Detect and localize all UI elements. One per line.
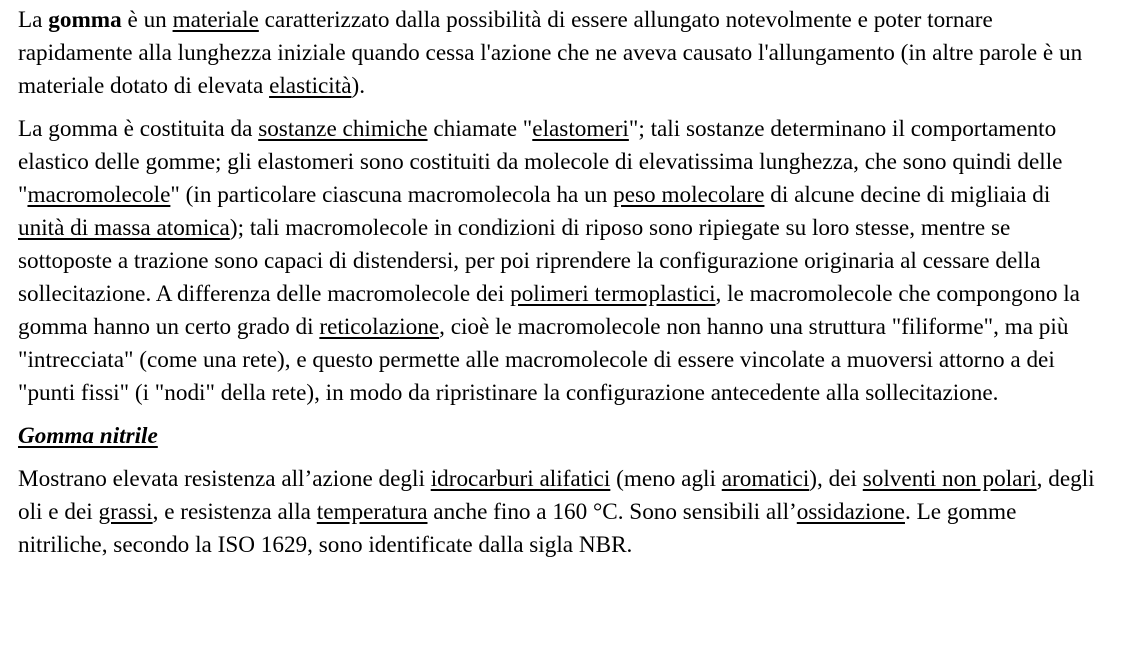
- link-peso-molecolare[interactable]: peso molecolare: [613, 182, 765, 208]
- section-heading-gomma-nitrile: Gomma nitrile: [18, 423, 158, 449]
- link-idrocarburi-alifatici[interactable]: idrocarburi alifatici: [430, 466, 611, 492]
- link-solventi-non-polari[interactable]: solventi non polari: [862, 466, 1037, 492]
- text-run: " (in particolare ciascuna macromolecola ha un: [170, 182, 614, 208]
- link-macromolecole[interactable]: macromolecole: [27, 182, 171, 208]
- link-sostanze-chimiche[interactable]: sostanze chimiche: [258, 116, 428, 142]
- link-materiale[interactable]: materiale: [172, 7, 259, 33]
- text-run: di alcune decine di migliaia di: [764, 182, 1051, 208]
- link-unita-massa-atomica[interactable]: unità di massa atomica: [18, 215, 230, 241]
- text-run: La gomma è costituita da: [18, 116, 259, 142]
- link-aromatici[interactable]: aromatici: [721, 466, 810, 492]
- link-elasticita[interactable]: elasticità: [269, 73, 352, 99]
- text-run: ).: [351, 73, 366, 99]
- nitrile-paragraph: [18, 463, 1099, 562]
- text-run: La: [18, 7, 49, 33]
- text-run: chiamate ": [427, 116, 533, 142]
- text-run: ), dei: [809, 466, 863, 492]
- link-temperatura[interactable]: temperatura: [316, 499, 428, 525]
- text-run: , cioè le macromolecole non hanno una struttura "filiforme", ma più "intrecciata" (come una rete), e questo permette alle macromolecole di essere vincolate a muoversi attorno a dei "punti fissi" (i "nodi" della rete), in modo da ripristinare la configurazione antecedente alla sollecitazione.: [18, 314, 1069, 406]
- text-run: Mostrano elevata resistenza all’azione degli: [18, 466, 431, 492]
- intro-paragraph: [18, 4, 1099, 103]
- bold-term-gomma: gomma: [48, 7, 122, 33]
- link-reticolazione[interactable]: reticolazione: [319, 314, 440, 340]
- text-run: . Le gomme nitriliche, secondo la ISO 1629, sono identificate dalla sigla NBR.: [18, 499, 1017, 558]
- composition-paragraph: [18, 113, 1099, 410]
- text-run: è un: [121, 7, 173, 33]
- text-run: "; tali sostanze determinano il comportamento elastico delle gomme; gli elastomeri sono costituiti da molecole di elevatissima lunghezza, che sono quindi delle ": [18, 116, 1063, 208]
- text-run: caratterizzato dalla possibilità di essere allungato notevolmente e poter tornare rapidamente alla lunghezza iniziale quando cessa l'azione che ne aveva causato l'allungamento (in altre parole è un materiale dotato di elevata: [18, 7, 1083, 99]
- text-run: , e resistenza alla: [152, 499, 317, 525]
- link-polimeri-termoplastici[interactable]: polimeri termoplastici: [510, 281, 716, 307]
- text-run: (meno agli: [610, 466, 722, 492]
- text-run: ); tali macromolecole in condizioni di riposo sono ripiegate su loro stesse, mentre se sottoposte a trazione sono capaci di distendersi, per poi riprendere la configurazione originaria al cessare della sollecitazione. A differenza delle macromolecole dei: [18, 215, 1041, 307]
- text-run: , degli oli e dei: [18, 466, 1095, 525]
- text-run: , le macromolecole che compongono la gomma hanno un certo grado di: [18, 281, 1080, 340]
- text-run: anche fino a 160 °C. Sono sensibili all’: [427, 499, 797, 525]
- document: [18, 4, 1099, 562]
- link-ossidazione[interactable]: ossidazione: [796, 499, 905, 525]
- link-grassi[interactable]: grassi: [98, 499, 153, 525]
- link-elastomeri[interactable]: elastomeri: [532, 116, 629, 142]
